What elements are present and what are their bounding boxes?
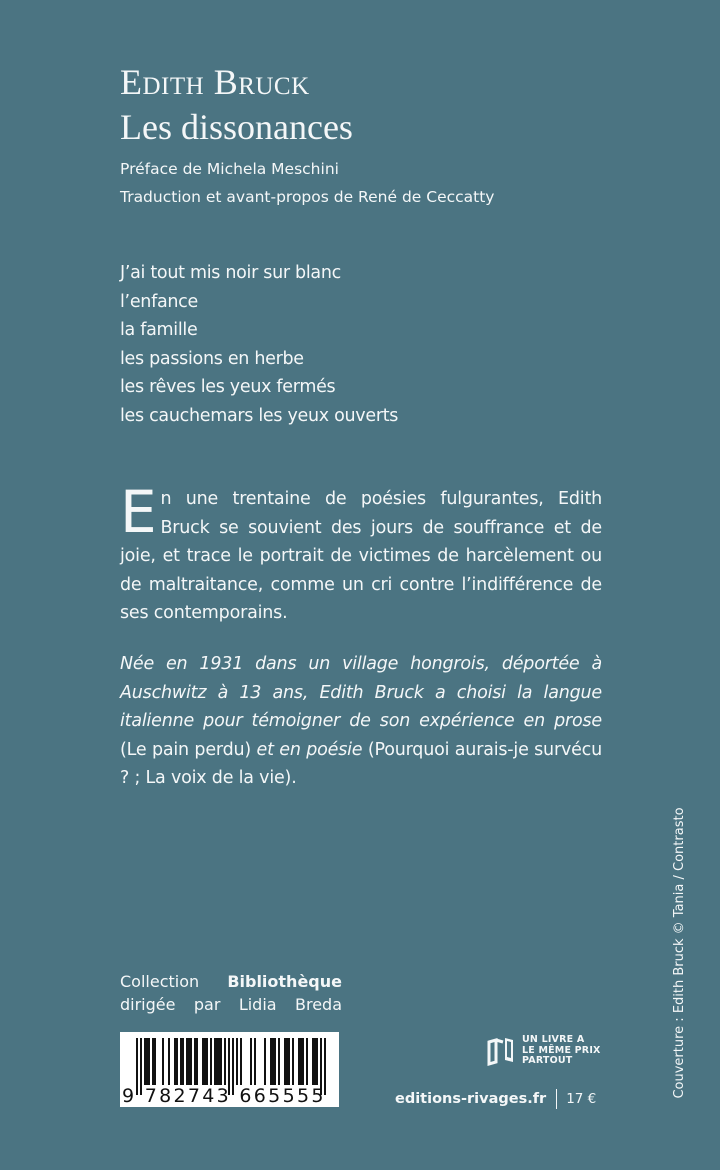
prix-line: UN LIVRE A (522, 1034, 585, 1045)
poem-line: les cauchemars les yeux ouverts (120, 405, 399, 426)
translation-credit: Traduction et avant-propos de René de Ceccatty (120, 188, 495, 206)
poem-line: les passions en herbe (120, 348, 304, 369)
bio-book-title: (Le pain perdu) (120, 739, 257, 760)
publisher-website[interactable]: editions-rivages.fr (395, 1091, 547, 1107)
author-bio (120, 650, 602, 793)
cover-photo-credit: Couverture : Edith Bruck © Tania / Contrasto (672, 807, 687, 1099)
description-text: n une trentaine de poésies fulgurantes, Edith Bruck se souvient des jours de souffrance et de joie, et trace le portrait de victimes de harcèlement ou de maltraitance, comme un cri contre l’indifférence de ses contemporains. (120, 489, 602, 623)
author-name: Edith Bruck (120, 62, 310, 102)
open-book-icon (487, 1036, 517, 1066)
drop-cap: E (120, 478, 157, 546)
poem-line: l’enfance (120, 291, 198, 312)
isbn-digits: 9 782743 665555 (122, 1085, 326, 1107)
book-description (120, 478, 602, 628)
prix-unique-logo (487, 1035, 601, 1067)
poem-line: la famille (120, 320, 198, 340)
bio-text-italic: et en poésie (256, 739, 363, 760)
publisher-footer (395, 1088, 596, 1110)
prix-line: LE MÊME PRIX (522, 1044, 601, 1056)
collection-name: Bibliothèque (227, 972, 342, 991)
barcode-bars (136, 1038, 326, 1085)
bio-book-titles: (Pourquoi aurais-je survécu ? ; La voix de la vie). (120, 739, 602, 788)
preface-credit: Préface de Michela Meschini (120, 160, 339, 178)
collection-director: dirigée par Lidia Breda (120, 995, 342, 1014)
poem-excerpt (120, 259, 398, 430)
poem-line: les rêves les yeux fermés (120, 377, 336, 397)
poem-line: J’ai tout mis noir sur blanc (120, 263, 341, 283)
collection-info (120, 970, 342, 1016)
bio-text-italic: Née en 1931 dans un village hongrois, déportée à Auschwitz à 13 ans, Edith Bruck a choisi la langue italienne pour témoigner de son expérience en prose (120, 654, 602, 731)
isbn-barcode (120, 1032, 339, 1107)
divider (556, 1089, 557, 1109)
prix-unique-text (522, 1035, 601, 1067)
prix-line: PARTOUT (522, 1055, 573, 1066)
price: 17 € (566, 1091, 597, 1107)
book-title: Les dissonances (120, 107, 353, 147)
collection-prefix: Collection (120, 972, 228, 991)
